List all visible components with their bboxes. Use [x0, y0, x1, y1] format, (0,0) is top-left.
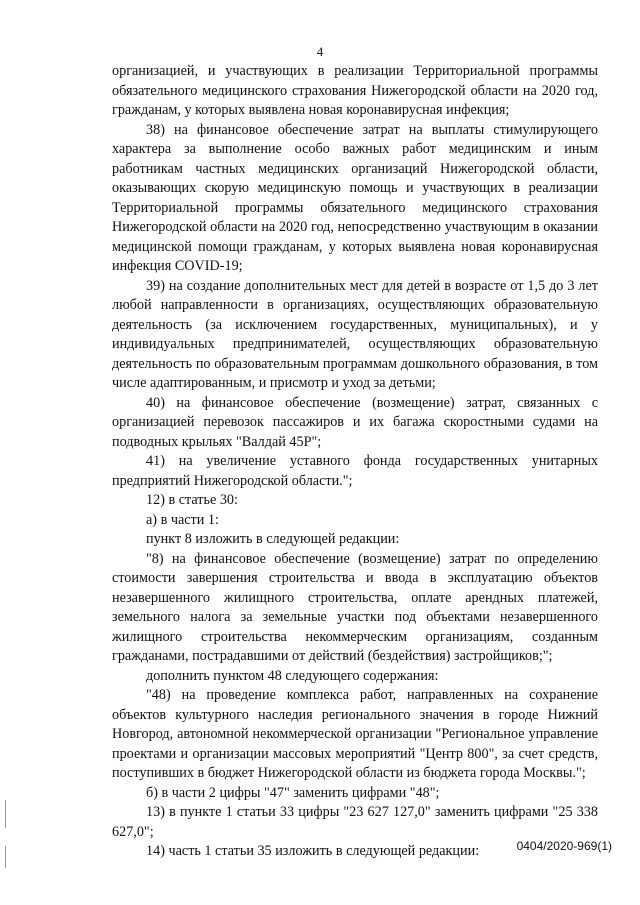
paragraph: организацией, и участвующих в реализации Территориальной программы обязательного медицинского страхования Нижегородской области на 2020 год, гражданам, у которых выявлена новая коронавирусная инфекция;: [112, 63, 598, 118]
paragraph: 41) на увеличение уставного фонда государственных унитарных предприятий Нижегородской области.";: [112, 453, 598, 489]
scan-edge-mark: [5, 846, 6, 868]
paragraph: 13) в пункте 1 статьи 33 цифры "23 627 127,0" заменить цифрами "25 338 627,0";: [112, 804, 598, 840]
paragraph: 12) в статье 30:: [146, 492, 238, 508]
document-body: [112, 62, 598, 862]
document-code: 0404/2020-969(1): [516, 839, 612, 853]
paragraph: пункт 8 изложить в следующей редакции:: [146, 531, 400, 547]
paragraph: 40) на финансовое обеспечение (возмещение) затрат, связанных с организацией перевозок пассажиров и их багажа скоростными судами на подводных крыльях "Валдай 45Р";: [112, 394, 598, 450]
paragraph: а) в части 1:: [146, 511, 219, 528]
paragraph: б) в части 2 цифры "47" заменить цифрами "48";: [146, 784, 440, 801]
paragraph: 38) на финансовое обеспечение затрат на выплаты стимулирующего характера за выполнение особо важных работ медицинским и иным работникам частных медицинских организаций Нижегородской области, оказывающих скорую медицинскую помощь и участвующих в реализации Территориальной программы обязательного медицинского страхования Нижегородской области на 2020 год, непосредственно участвующим в оказании медицинской помощи гражданам, у которых выявлена новая коронавирусная инфекция COVID-19;: [112, 121, 598, 274]
paragraph: дополнить пунктом 48 следующего содержания:: [146, 667, 439, 684]
paragraph: "48) на проведение комплекса работ, направленных на сохранение объектов культурного наследия регионального значения в городе Нижний Новгород, автономной некоммерческой организации "Региональное управление проектами и организации массовых мероприятий "Центр 800", за счет средств, поступивших в бюджет Нижегородской области из бюджета города Москвы.";: [112, 687, 598, 781]
paragraph: 39) на создание дополнительных мест для детей в возрасте от 1,5 до 3 лет любой направленности в организациях, осуществляющих образовательную деятельность (за исключением государственных, муниципальных), и у индивидуальных предпринимателей, осуществляющих образовательную деятельность по образовательным программам дошкольного образования, в том числе адаптированным, и присмотр и уход за детьми;: [112, 277, 598, 391]
scan-edge-mark: [5, 800, 6, 828]
paragraph: 14) часть 1 статьи 35 изложить в следующей редакции:: [146, 843, 480, 859]
page-number: 4: [316, 44, 324, 59]
paragraph: "8) на финансовое обеспечение (возмещение) затрат по определению стоимости завершения строительства и ввода в эксплуатацию объектов незавершенного жилищного строительства, оплате арендных платежей, земельного налога за земельные участки под объектами незавершенного жилищного строительства некоммерческим организациям, созданным гражданами, пострадавшими от действий (бездействия) застройщиков;";: [112, 550, 598, 664]
